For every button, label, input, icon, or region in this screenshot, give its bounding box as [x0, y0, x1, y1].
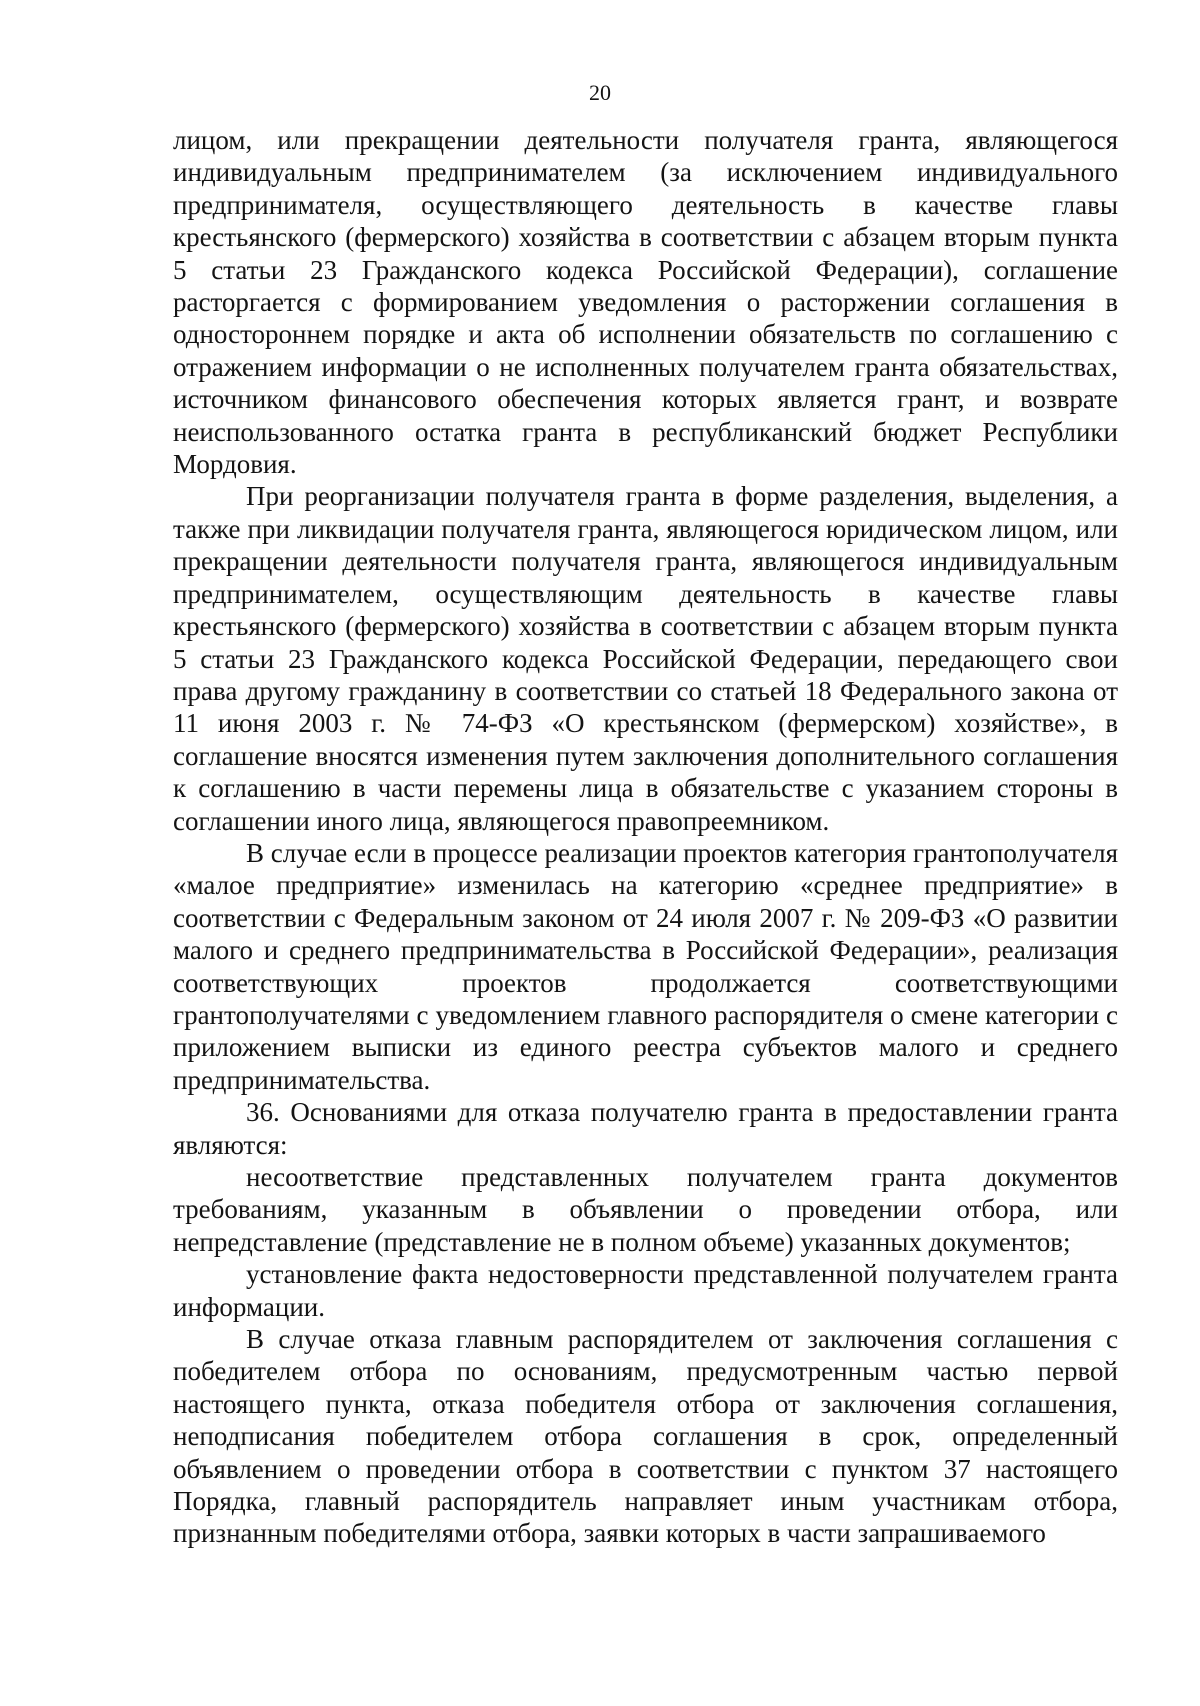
paragraph-item-36: 36. Основаниями для отказа получателю гранта в предоставлении гранта являются:: [173, 1097, 1118, 1160]
document-body: [173, 124, 1118, 1550]
page-number: 20: [589, 80, 611, 105]
paragraph-continuation: лицом, или прекращении деятельности получателя гранта, являющегося индивидуальным предпринимателем (за исключением индивидуального предпринимателя, осуществляющего деятельность в качестве главы крестьянского (фермерского) хозяйства в соответствии с абзацем вторым пункта 5 статьи 23 Гражданского кодекса Российской Федерации), соглашение расторгается с формированием уведомления о расторжении соглашения в одностороннем порядке и акта об исполнении обязательств по соглашению с отражением информации о не исполненных получателем гранта обязательствах, источником финансового обеспечения которых является грант, и возврате неиспользованного остатка гранта в республиканский бюджет Республики Мордовия.: [173, 125, 1118, 480]
paragraph-refusal-case: В случае отказа главным распорядителем от заключения соглашения с победителем отбора по основаниям, предусмотренным частью первой настоящего пункта, отказа победителя отбора от заключения соглашения, неподписания победителем отбора соглашения в срок, определенный объявлением о проведении отбора в соответствии с пунктом 37 настоящего Порядка, главный распорядитель направляет иным участникам отбора, признанным победителями отбора, заявки которых в части запрашиваемого: [173, 1324, 1118, 1549]
paragraph-ground-inaccuracy: установление факта недостоверности представленной получателем гранта информации.: [173, 1259, 1118, 1322]
paragraph-reorganization: При реорганизации получателя гранта в форме разделения, выделения, а также при ликвидации получателя гранта, являющегося юридическом лицом, или прекращении деятельности получателя гранта, являющегося индивидуальным предпринимателем, осуществляющим деятельность в качестве главы крестьянского (фермерского) хозяйства в соответствии с абзацем вторым пункта 5 статьи 23 Гражданского кодекса Российской Федерации, передающего свои права другому гражданину в соответствии со статьей 18 Федерального закона от 11 июня 2003 г. № 74-ФЗ «О крестьянском (фермерском) хозяйстве», в соглашение вносятся изменения путем заключения дополнительного соглашения к соглашению в части перемены лица в обязательстве с указанием стороны в соглашении иного лица, являющегося правопреемником.: [173, 481, 1118, 836]
paragraph-ground-nonconformity: несоответствие представленных получателем гранта документов требованиям, указанным в объявлении о проведении отбора, или непредставление (представление не в полном объеме) указанных документов;: [173, 1162, 1118, 1257]
paragraph-category-change: В случае если в процессе реализации проектов категория грантополучателя «малое предприятие» изменилась на категорию «среднее предприятие» в соответствии с Федеральным законом от 24 июля 2007 г. № 209-ФЗ «О развитии малого и среднего предпринимательства в Российской Федерации», реализация соответствующих проектов продолжается соответствующими грантополучателями с уведомлением главного распорядителя о смене категории с приложением выписки из единого реестра субъектов малого и среднего предпринимательства.: [173, 837, 1118, 1095]
